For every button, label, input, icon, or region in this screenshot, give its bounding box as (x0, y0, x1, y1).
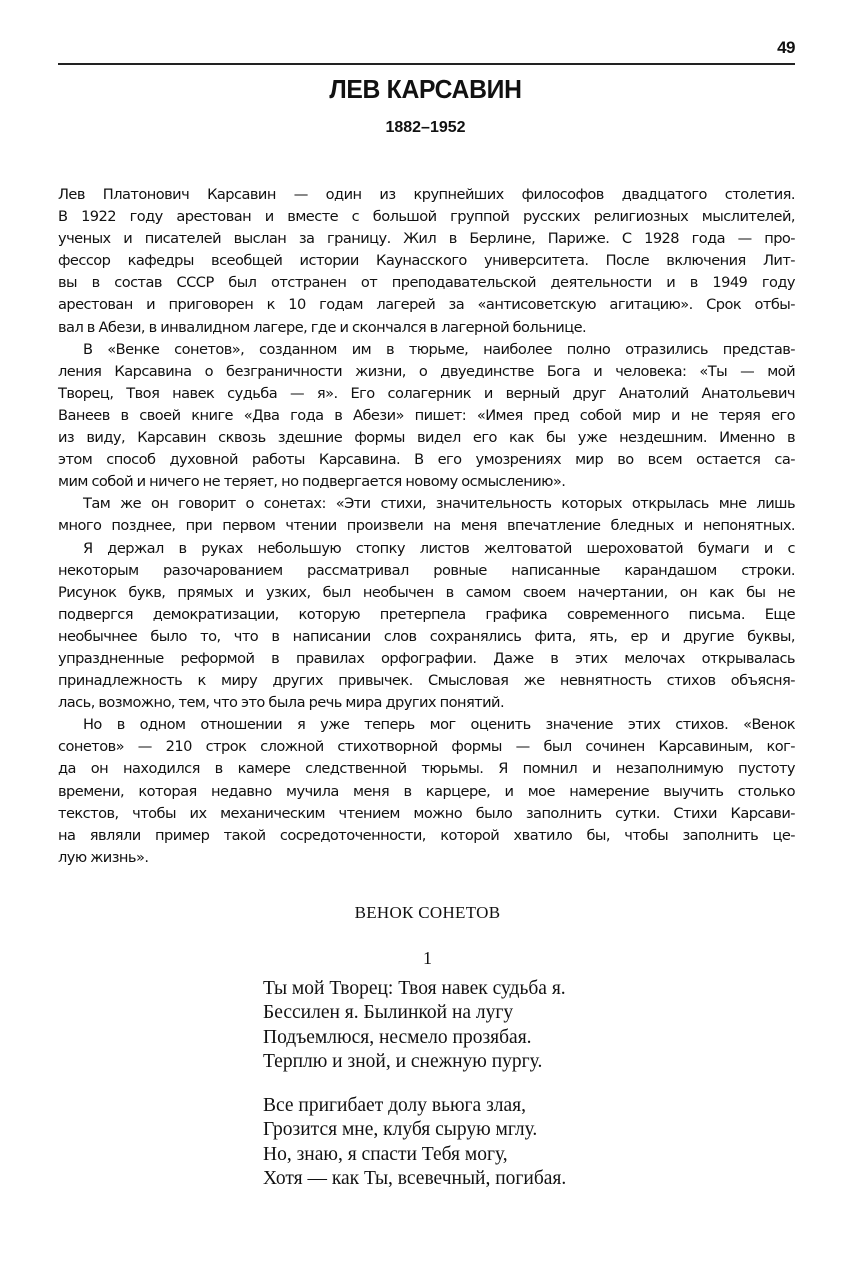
text-line: принадлежность к миру других привычек. Смысловая же невнятность стихов объясня- (58, 672, 795, 690)
verse-line: Терплю и зной, и снежную пургу. (263, 1051, 543, 1073)
verse-line: Бессилен я. Былинкой на лугу (263, 1002, 514, 1024)
text-line: много позднее, при первом чтении произвели на меня впечатление бледных и непонятных. (58, 517, 795, 535)
verse-line: Хотя — как Ты, всевечный, погибая. (263, 1168, 567, 1190)
sonnet-number: 1 (423, 948, 432, 968)
stanza-2 (263, 1094, 566, 1192)
text-line: вы в состав СССР был отстранен от преподавательской деятельности и в 1949 году (58, 274, 795, 292)
text-line: сонетов» — 210 строк сложной стихотворной формы — был сочинен Карсавиным, ког- (58, 738, 795, 756)
text-line: лась, возможно, тем, что это была речь мира других понятий. (58, 694, 505, 712)
text-line: подвергся демократизации, которую претерпела графика современного письма. Еще (58, 605, 795, 623)
text-line: вал в Абези, в инвалидном лагере, где и скончался в лагерной больнице. (58, 318, 587, 336)
text-line: из виду, Карсавин сквозь здешние формы видел его как бы уже нездешним. Именно в (58, 429, 795, 447)
paragraph-4 (58, 538, 795, 715)
text-line: фессор кафедры всеобщей истории Каунасского университета. После включения Лит- (58, 252, 795, 270)
biography-text (58, 184, 795, 869)
text-line: необычнее было то, что в написании слов сохранялись фита, ять, ер и другие буквы, (58, 627, 795, 645)
verse-line: Но, знаю, я спасти Тебя могу, (263, 1143, 508, 1165)
verse-line: Ты мой Творец: Твоя навек судьба я. (263, 978, 566, 999)
text-line: ления Карсавина о безграничности жизни, о двуединстве Бога и человека: «Ты — мой (58, 362, 795, 380)
paragraph-3 (58, 493, 795, 537)
text-line: мим собой и ничего не теряет, но подвергается новому осмыслению». (58, 473, 566, 491)
stanza-1 (263, 977, 566, 1075)
text-line: времени, которая недавно мучила меня в карцере, и мое намерение выучить столько (58, 782, 795, 800)
paragraph-1 (58, 184, 795, 339)
text-line: В 1922 году арестован и вместе с большой группой русских религиозных мыслителей, (58, 208, 795, 226)
text-line: на являли пример такой сосредоточенности, которой хватило бы, чтобы заполнить це- (58, 826, 795, 844)
text-line: Я держал в руках небольшую стопку листов желтоватой шероховатой бумаги и с (83, 539, 795, 557)
text-line: Ванеев в своей книге «Два года в Абези» пишет: «Имея пред собой мир и не теряя его (58, 406, 795, 424)
text-line: этом способ духовной работы Карсавина. В его умозрениях мир во всем остается са- (58, 451, 795, 469)
text-line: арестован и приговорен к 10 годам лагерей за «антисоветскую агитацию». Срок отбы- (58, 296, 795, 314)
text-line: Там же он говорит о сонетах: «Эти стихи, значительность которых открылась мне лишь (83, 495, 795, 513)
paragraph-5 (58, 714, 795, 869)
text-line: Творец, Твоя навек судьба — я». Его солагерник и верный друг Анатолий Анатольевич (58, 384, 795, 402)
text-line: Но в одном отношении я уже теперь мог оценить значение этих стихов. «Венок (83, 716, 795, 734)
page-title: ЛЕВ КАРСАВИН (329, 74, 522, 104)
header-rule (58, 63, 795, 65)
text-line: Лев Платонович Карсавин — один из крупнейших философов двадцатого столетия. (58, 186, 795, 203)
page-number: 49 (777, 38, 795, 57)
verse-line: Все пригибает долу вьюга злая, (263, 1095, 527, 1116)
life-dates: 1882–1952 (385, 119, 466, 136)
verse-line: Подъемлюся, несмело прозябая. (263, 1026, 532, 1048)
paragraph-2 (58, 339, 795, 494)
text-line: лую жизнь». (58, 848, 149, 866)
poem-title: ВЕНОК СОНЕТОВ (354, 903, 501, 922)
text-line: да он находился в камере следственной тюрьмы. Я помнил и незаполнимую пустоту (58, 760, 795, 778)
text-line: ученых и писателей выслан за границу. Жил в Берлине, Париже. С 1928 года — про- (58, 230, 795, 248)
text-line: текстов, чтобы их механическим чтением можно было заполнить сутки. Стихи Карсави- (58, 804, 795, 822)
text-line: некоторым разочарованием рассматривал ровные написанные карандашом строки. (58, 561, 795, 579)
text-line: упраздненные реформой в правилах орфографии. Даже в этих мелочах открывалась (58, 649, 795, 667)
text-line: В «Венке сонетов», созданном им в тюрьме, наиболее полно отразились представ- (83, 340, 795, 358)
verse-line: Грозится мне, клубя сырую мглу. (263, 1119, 538, 1141)
text-line: Рисунок букв, прямых и узких, был необычен в самом своем начертании, он как бы не (58, 583, 795, 601)
